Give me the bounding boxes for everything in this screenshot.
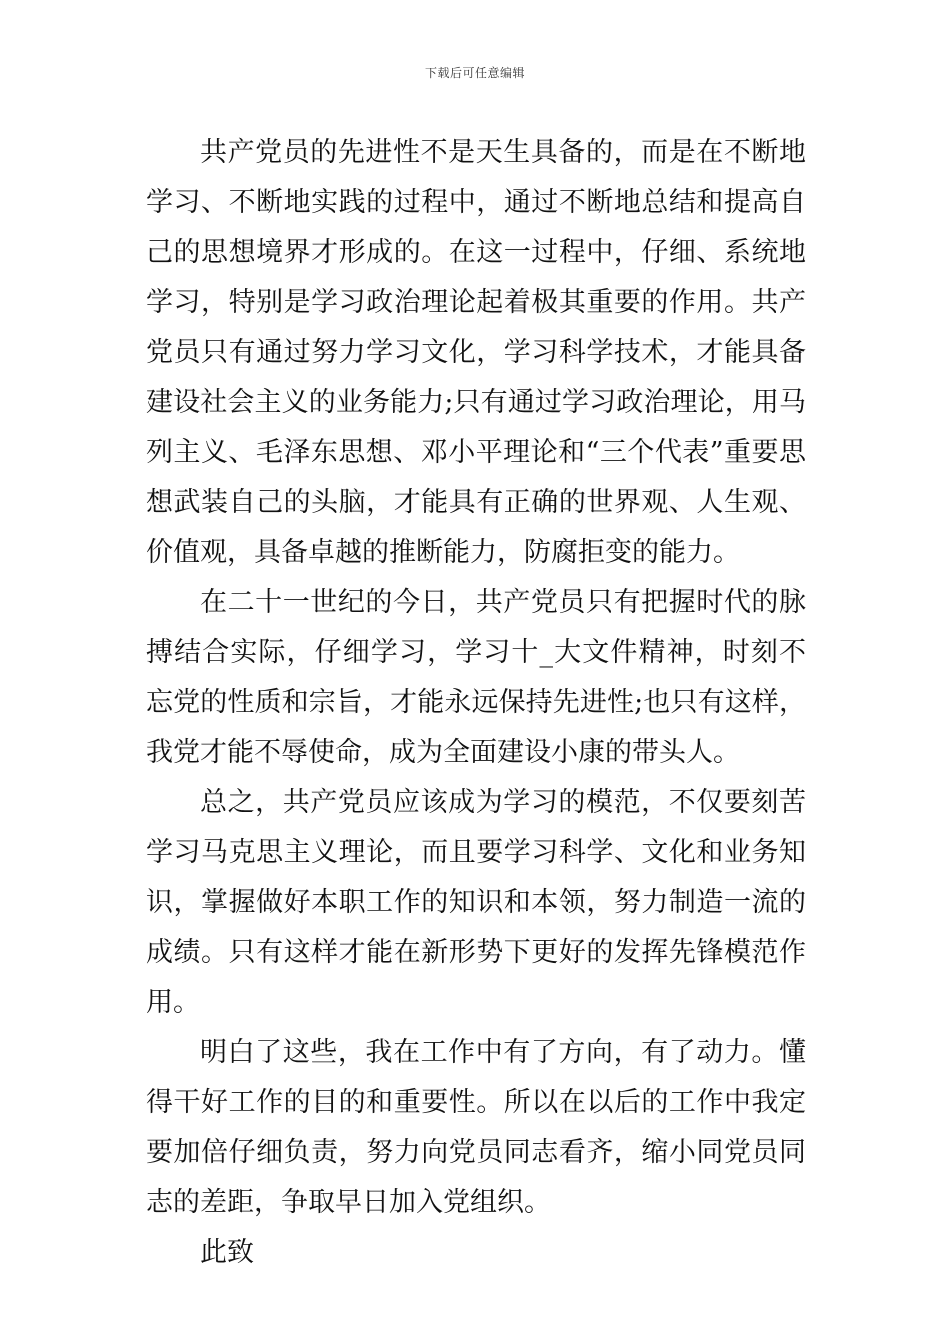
- paragraph-1: 共产党员的先进性不是天生具备的，而是在不断地学习、不断地实践的过程中，通过不断地总结和提高自己的思想境界才形成的。在这一过程中，仔细、系统地学习，特别是学习政治理论起着极其重要的作用。共产党员只有通过努力学习文化，学习科学技术，才能具备建设社会主义的业务能力;只有通过学习政治理论，用马列主义、毛泽东思想、邓小平理论和“三个代表”重要思想武装自己的头脑，才能具有正确的世界观、人生观、价值观，具备卓越的推断能力，防腐拒变的能力。: [146, 137, 806, 568]
- paragraph-2: 在二十一世纪的今日，共产党员只有把握时代的脉搏结合实际，仔细学习，学习十_大文件精神，时刻不忘党的性质和宗旨，才能永远保持先进性;也只有这样，我党才能不辱使命，成为全面建设小康的带头人。: [146, 587, 806, 768]
- paragraph-3: 总之，共产党员应该成为学习的模范，不仅要刻苦学习马克思主义理论，而且要学习科学、文化和业务知识，掌握做好本职工作的知识和本领，努力制造一流的成绩。只有这样才能在新形势下更好的发挥先锋模范作用。: [146, 787, 806, 1018]
- paragraph-4: 明白了这些，我在工作中有了方向，有了动力。懂得干好工作的目的和重要性。所以在以后的工作中我定要加倍仔细负责，努力向党员同志看齐，缩小同党员同志的差距，争取早日加入党组织。: [146, 1037, 806, 1218]
- page-header: 下载后可任意编辑: [424, 66, 525, 80]
- closing-salutation: 此致: [200, 1237, 254, 1268]
- document-body: [146, 128, 806, 1278]
